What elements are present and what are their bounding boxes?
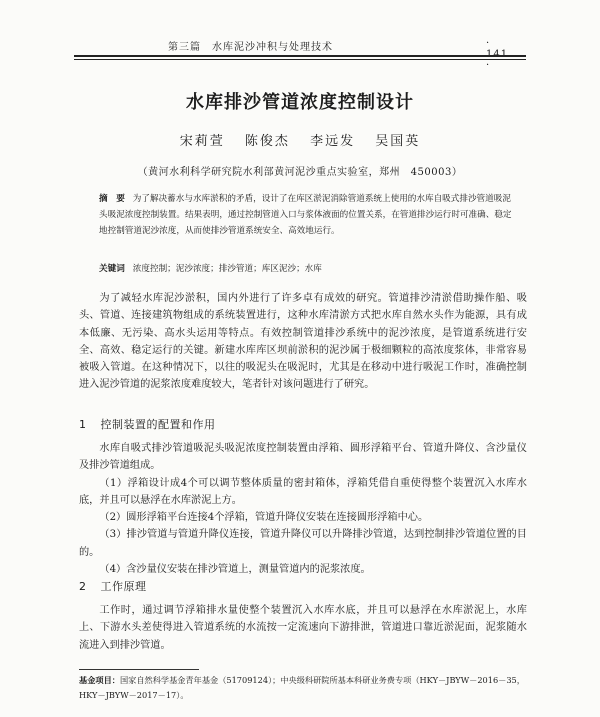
section-1-body bbox=[79, 440, 527, 578]
running-head bbox=[168, 38, 509, 71]
footnote-text: 国家自然科学基金青年基金（51709124）；中央级科研院所基本科研业务费专项（HKY－JBYW－2016－35，HKY－JBYW－2017－17）。 bbox=[79, 675, 525, 700]
section-number: 2 bbox=[79, 580, 87, 593]
paragraph: （4）含沙量仪安装在排沙管道上，测量管道内的泥浆浓度。 bbox=[99, 564, 371, 576]
paper-title: 水库排沙管道浓度控制设计 bbox=[186, 92, 414, 113]
author: 陈俊杰 bbox=[244, 134, 290, 149]
keywords-text: 浓度控制；泥沙浓度；排沙管道；库区泥沙；水库 bbox=[132, 264, 322, 274]
paragraph: 工作时，通过调节浮箱排水量使整个装置沉入水库水底，并且可以悬浮在水库淤泥上，水库上、下游水头差使得进入管道系统的水流按一定流速向下游排泄，管道进口靠近淤泥面，泥浆随水流进入到排沙管道。 bbox=[79, 605, 527, 651]
abstract-label: 摘 要 bbox=[99, 194, 125, 204]
keywords-label: 关键词 bbox=[99, 264, 125, 274]
funding-footnote bbox=[79, 673, 527, 703]
intro-paragraph: 为了减轻水库泥沙淤积，国内外进行了许多卓有成效的研究。管道排沙清淤借助操作船、吸头、管道、连接建筑物组成的系统装置进行，这种水库清淤方式把水库自然水头作为能源，具有成本低廉、无污染、高水头运用等特点。有效控制管道排沙系统中的泥沙浓度，是管道系统进行安全、高效、稳定运行的关键。新建水库库区坝前淤积的泥沙属于极细颗粒的高浓度浆体，非常容易被吸入管道。在这种情况下，以往的吸泥头在吸泥时，尤其是在移动中进行吸泥工作时，准确控制进入泥沙管道的泥浆浓度难度较大，笔者针对该问题进行了研究。 bbox=[79, 293, 527, 391]
author-list bbox=[0, 130, 600, 149]
affiliation: （黄河水利科学研究院水利部黄河泥沙重点实验室，郑州 450003） bbox=[137, 167, 463, 178]
paragraph: 水库自吸式排沙管道吸泥头吸泥浓度控制装置由浮箱、圆形浮箱平台、管道升降仪、含沙量仪及排沙管道组成。 bbox=[79, 443, 527, 472]
section-heading-1 bbox=[79, 416, 216, 432]
page-number: · 141 · bbox=[486, 38, 509, 71]
footnote-rule bbox=[79, 669, 199, 670]
section-number: 1 bbox=[79, 418, 87, 431]
author: 李远发 bbox=[310, 134, 356, 149]
section-2-body bbox=[79, 602, 527, 654]
abstract-text: 为了解决蓄水与水库淤积的矛盾，设计了在库区淤泥消除管道系统上使用的水库自吸式排沙管道吸泥头吸泥浓度控制装置。结果表明，通过控制管道入口与浆体液面的位置关系，在管道排沙运行时可准确、稳定地控制管道泥沙浓度，从而使排沙管道系统安全、高效地运行。 bbox=[99, 194, 512, 236]
author: 宋莉萱 bbox=[179, 134, 225, 149]
footnote-label: 基金项目： bbox=[79, 675, 120, 685]
section-title: 控制装置的配置和作用 bbox=[100, 418, 216, 431]
paragraph: （2）圆形浮箱平台连接4个浮箱，管道升降仪安装在连接圆形浮箱中心。 bbox=[99, 512, 429, 524]
keywords bbox=[99, 261, 513, 277]
header-rule bbox=[74, 55, 526, 60]
paragraph: （1）浮箱设计成4个可以调节整体质量的密封箱体，浮箱凭借自重使得整个装置沉入水库水底，并且可以悬浮在水库淤泥上方。 bbox=[79, 477, 527, 506]
abstract bbox=[99, 191, 513, 239]
author: 吴国英 bbox=[375, 134, 421, 149]
section-title: 工作原理 bbox=[100, 580, 147, 593]
paragraph: （3）排沙管道与管道升降仪连接，管道升降仪可以升降排沙管道，达到控制排沙管道位置的目的。 bbox=[79, 529, 527, 558]
section-heading-2 bbox=[79, 578, 147, 594]
running-head-section: 第三篇 水库泥沙冲积与处理技术 bbox=[168, 42, 333, 53]
introduction bbox=[79, 290, 527, 394]
